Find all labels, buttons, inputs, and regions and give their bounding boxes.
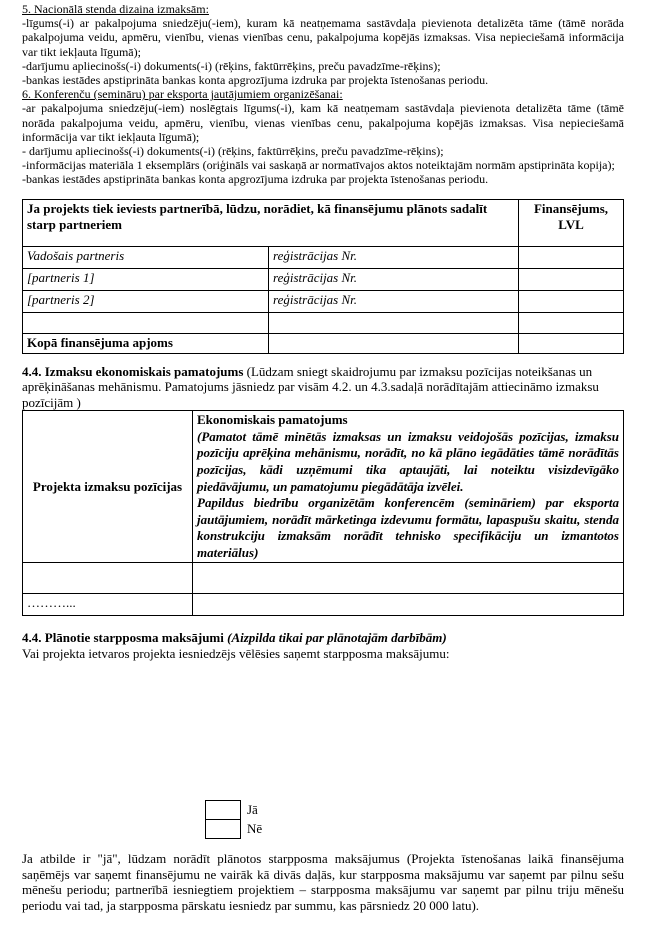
- section-5-line: -darījumu apliecinošs(-i) dokuments(-i) (rēķins, faktūrrēķins, preču pavadzīme-rēķins);: [22, 58, 441, 73]
- financing-header: Finansējums, LVL: [519, 199, 624, 246]
- justification-table: [22, 410, 624, 616]
- total-empty-cell[interactable]: [269, 333, 519, 353]
- partner-name-cell: Vadošais partneris: [23, 246, 269, 268]
- justification-cell[interactable]: [193, 594, 624, 616]
- cost-position-cell[interactable]: [23, 563, 193, 594]
- justification-title: Ekonomiskais pamatojums: [197, 412, 348, 428]
- empty-cell[interactable]: [269, 312, 519, 333]
- section-6-line: -ar pakalpojuma sniedzēju(-iem) noslēgtais līgums(-i), kam kā neatņemam sastāvdaļa pievienota detalizēta tāme (tāmē norāda pakalpojuma veidu, apmēru, vienību, vienas vienības cenu, pakalpojuma kopējās izmaksas. Visa nepieciešamā informācija var tikt iekļauta līgumā);: [22, 101, 624, 144]
- cost-positions-header: Projekta izmaksu pozīcijas: [23, 411, 193, 563]
- partner-amount-cell[interactable]: [519, 246, 624, 268]
- total-label: Kopā finansējuma apjoms: [23, 333, 269, 353]
- payments-instruction: Ja atbilde ir "jā", lūdzam norādīt plānotos starpposma maksājumus (Projekta īstenošanas laikā finansējuma saņēmējs var saņemt finansējumu ne vairāk kā divās daļās, kur starpposma maksājumu var saņemt par pilnu sešu mēnešu periodu; partnerībā iesniegtiem projektiem – starpposma maksājumu var saņemt par pilnu triju mēnešu periodu vai tad, ja starpposma pārskatu iesniedz par summu, kas pārsniedz 20 000 latu).: [22, 851, 624, 913]
- justification-cell[interactable]: [193, 563, 624, 594]
- justification-header: [193, 411, 624, 563]
- section-6: [22, 87, 624, 186]
- payments-title-note: (Aizpilda tikai par plānotajām darbībām): [223, 630, 447, 646]
- no-label: Nē: [247, 821, 263, 836]
- total-amount-cell[interactable]: [519, 333, 624, 353]
- partner-amount-cell[interactable]: [519, 290, 624, 312]
- section-5-line: -līgums(-i) ar pakalpojuma sniedzēju(-iem), kuram kā neatņemama sastāvdaļa pievienota detalizēta tāme (tāmē norāda pakalpojuma veidu, apmēru, vienību, vienas vienības cenu, pakalpojuma kopējās izmaksas. Visa nepieciešamā informācija var tikt iekļauta līgumā);: [22, 16, 624, 59]
- section-6-line: -bankas iestādes apstiprināta bankas konta apgrozījuma izdruka par projekta īstenošanas periodu.: [22, 172, 489, 187]
- payments-question: Vai projekta ietvaros projekta iesniedzējs vēlēsies saņemt starpposma maksājumu:: [22, 645, 450, 661]
- section-6-line: - darījumu apliecinošs(-i) dokuments(-i) (rēķins, faktūrrēķins, preču pavadzīme-rēķins);: [22, 144, 444, 159]
- yes-label: Jā: [247, 802, 258, 817]
- partner-reg-cell: reģistrācijas Nr.: [269, 290, 519, 312]
- section-4-4-payments: [22, 630, 624, 661]
- section-6-heading: 6. Konferenču (semināru) par eksporta jautājumiem organizēšanai:: [22, 87, 343, 102]
- justification-instructions-extra: Papildus biedrību organizētām konferencēm (semināriem) par eksporta jautājumiem, norādīt mārketinga izdevumu formātu, lapaspušu skaitu, stenda konstrukciju izmaksām norādīt tehnisko specifikāciju un izmantotos materiālus): [197, 495, 619, 560]
- section-4-4-intro: [22, 364, 624, 411]
- section-5: [22, 2, 624, 87]
- partners-table: [22, 199, 624, 354]
- section-6-line: -informācijas materiāla 1 eksemplārs (oriģināls vai saskaņā ar normatīvajos aktos noteiktajām normām apstiprināta kopija);: [22, 158, 615, 173]
- section-4-4-text: (Lūdzam sniegt skaidrojumu par izmaksu pozīcijas noteikšanas un aprēķināšanas mehānismu. Pamatojums jāsniedz par visām 4.2. un 4.3.sadaļā norādītajām attiecināmo izmaksu pozīcijām ): [22, 363, 599, 410]
- partner-name-cell: [partneris 2]: [23, 290, 269, 312]
- yes-checkbox[interactable]: [205, 800, 241, 820]
- partner-name-cell: [partneris 1]: [23, 268, 269, 290]
- justification-instructions: (Pamatot tāmē minētās izmaksas un izmaksu veidojošās pozīcijas, izmaksu pozīciju aprēķina mehānismu, norādīt, no kā plāno iegādāties tāmē norādītās pozīcijas, kādi uzņēmumi tika aptaujāti, lai noteiktu visizdevīgāko piedāvājumu, un pamatojumu piegādātāja izvēlei.: [197, 428, 619, 494]
- partners-header: Ja projekts tiek ieviests partnerībā, lūdzu, norādiet, kā finansējumu plānots sadalīt starp partneriem: [23, 199, 519, 246]
- partner-amount-cell[interactable]: [519, 268, 624, 290]
- empty-cell[interactable]: [23, 312, 269, 333]
- partner-reg-cell: reģistrācijas Nr.: [269, 246, 519, 268]
- ellipsis-cell: ………...: [23, 594, 193, 616]
- no-checkbox[interactable]: [205, 819, 241, 839]
- payments-title: 4.4. Plānotie starpposma maksājumi: [22, 630, 224, 646]
- section-4-4-title: 4.4. Izmaksu ekonomiskais pamatojums: [22, 363, 244, 379]
- empty-cell[interactable]: [519, 312, 624, 333]
- section-5-heading: 5. Nacionālā stenda dizaina izmaksām:: [22, 2, 209, 16]
- section-5-line: -bankas iestādes apstiprināta bankas konta apgrozījuma izdruka par projekta īstenošanas periodu.: [22, 73, 489, 88]
- page: [22, 2, 624, 661]
- partner-reg-cell: reģistrācijas Nr.: [269, 268, 519, 290]
